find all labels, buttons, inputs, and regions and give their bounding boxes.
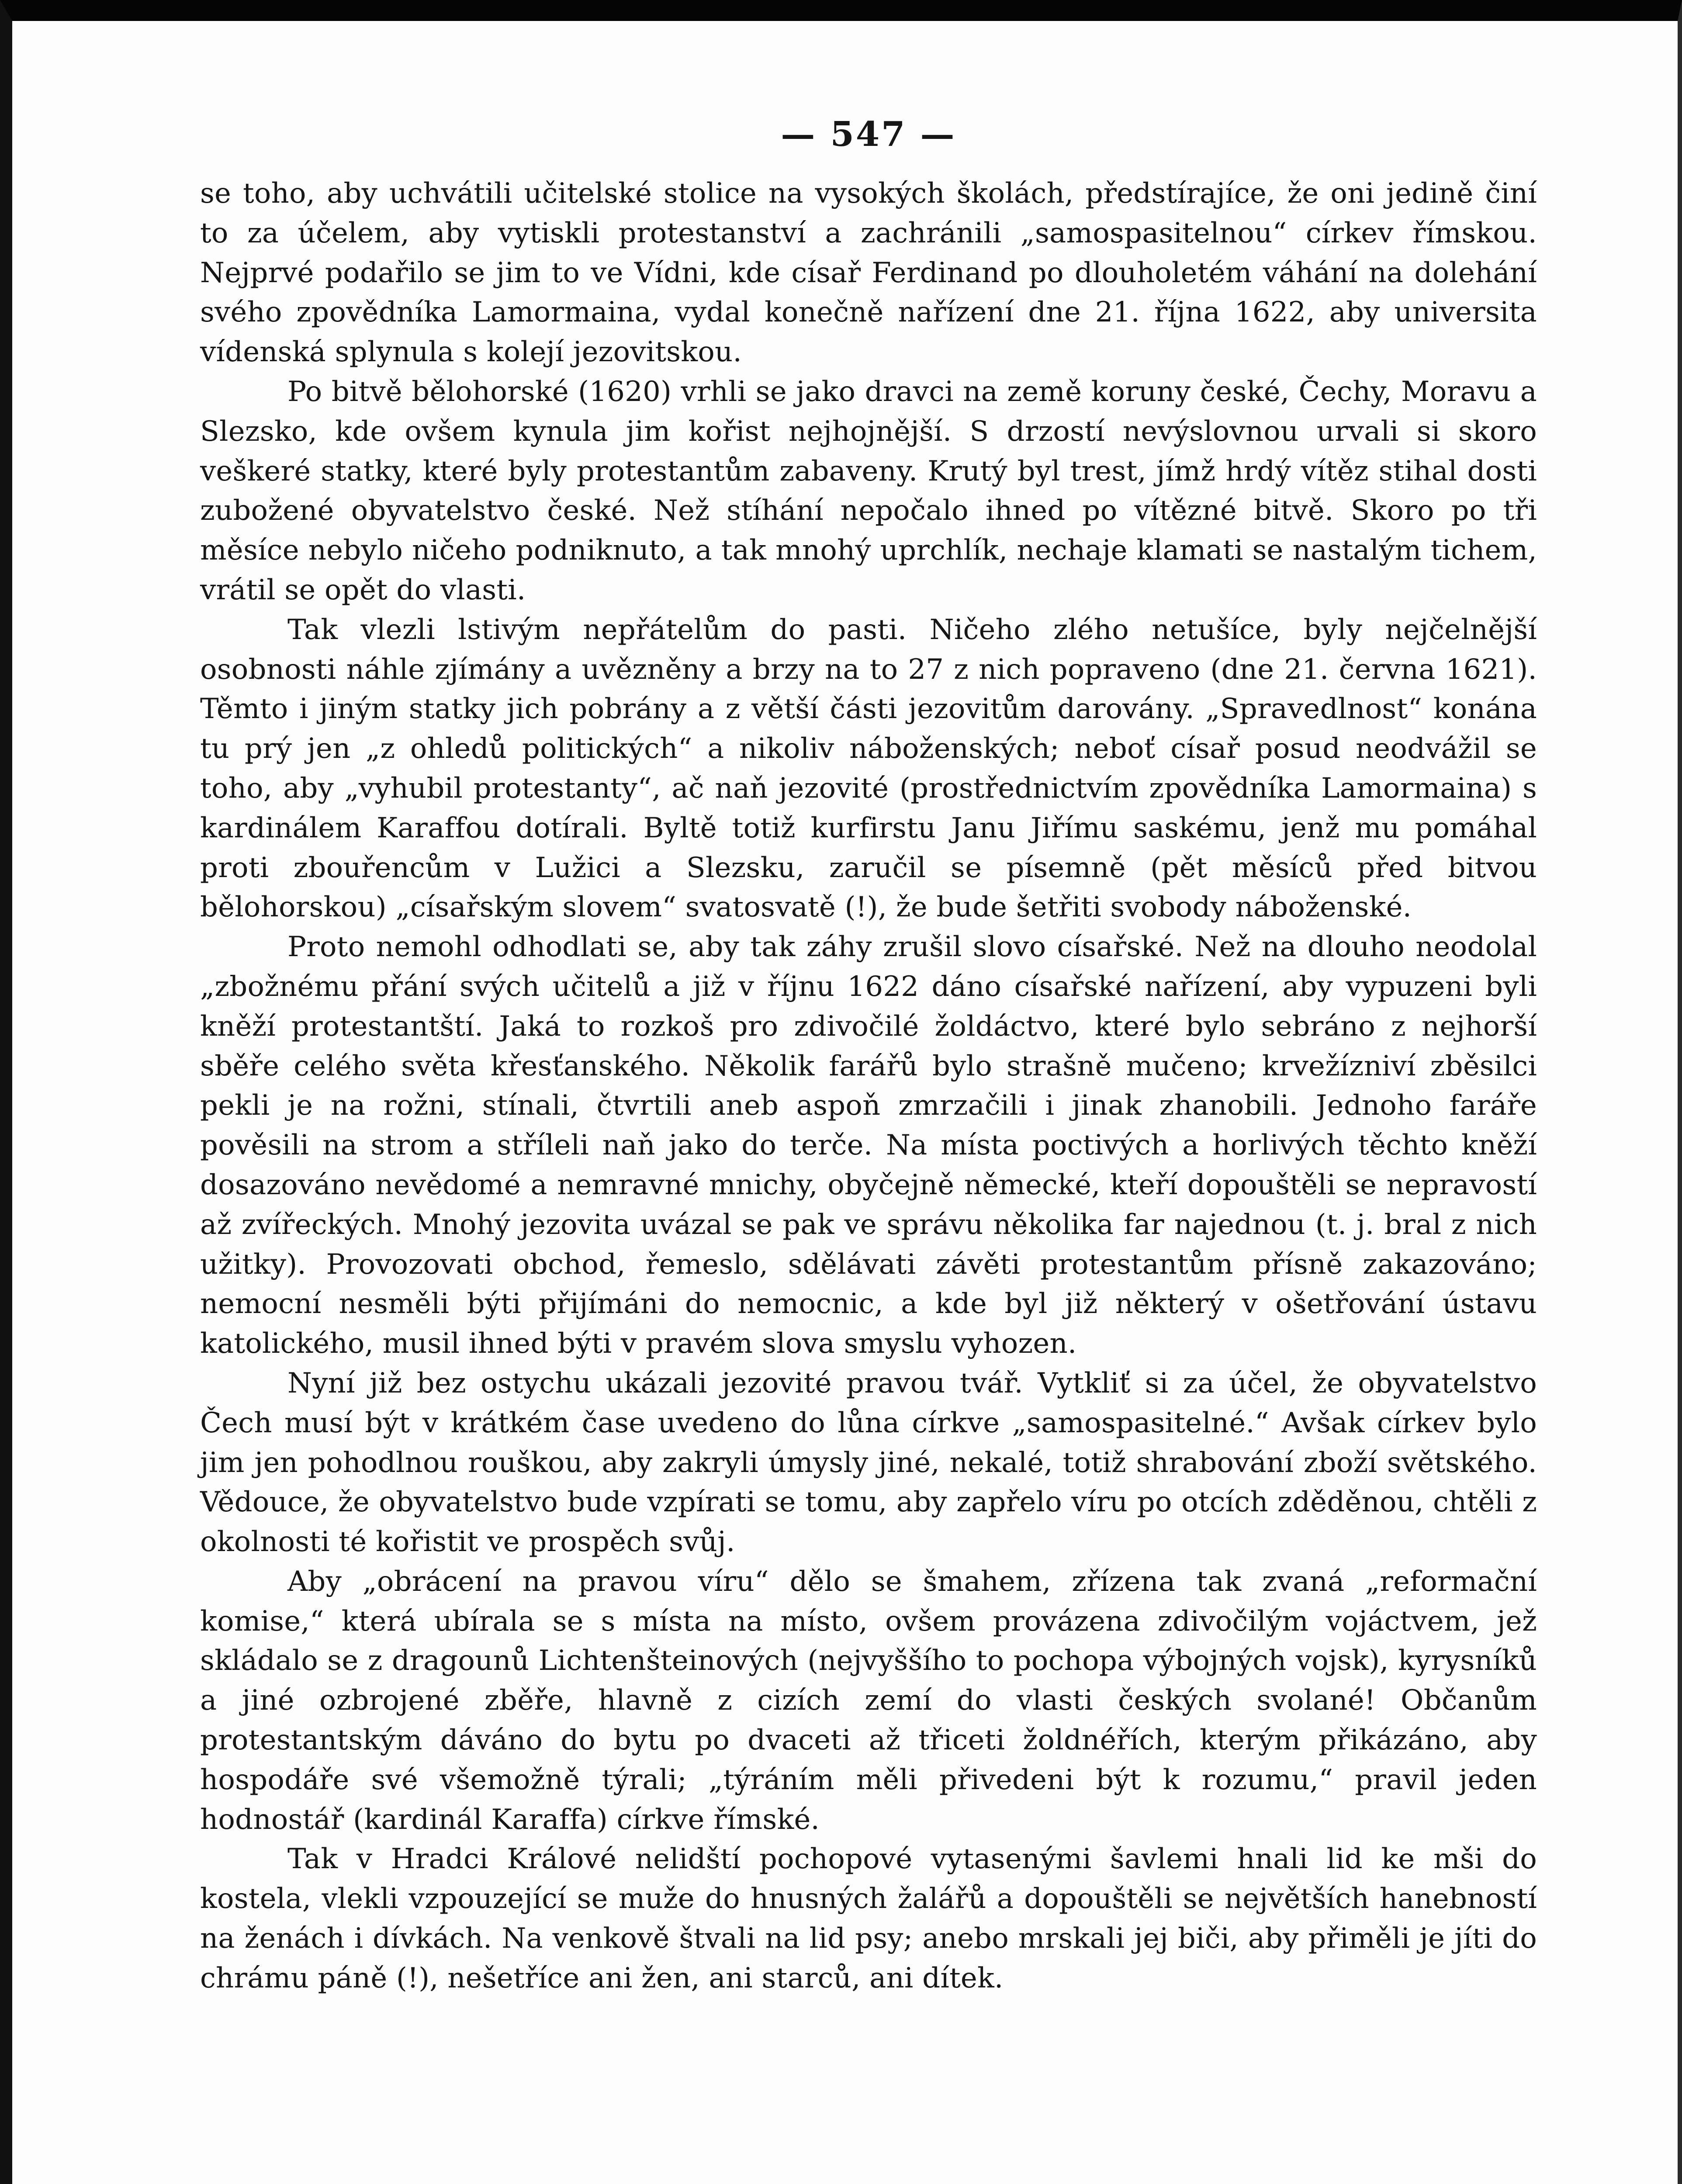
paragraph: Po bitvě bělohorské (1620) vrhli se jako dravci na země koruny české, Čechy, Moravu a Slezsko, kde ovšem kynula jim kořist nejhojnější. S drzostí nevýslovnou urvali si skoro veškeré statky, které byly protestantům zabaveny. Krutý byl trest, jímž hrdý vítěz stihal dosti zubožené obyvatelstvo české. Než stíhání nepočalo ihned po vítězné bitvě. Skoro po tři měsíce nebylo ničeho podniknuto, a tak mnohý uprchlík, nechaje klamati se nastalým tichem, vrátil se opět do vlasti. [200, 375, 1537, 606]
page-number: — 547 — [781, 114, 956, 154]
document-page [200, 108, 1537, 2184]
paragraph: Tak vlezli lstivým nepřátelům do pasti. Ničeho zlého netušíce, byly nejčelnější osobnosti náhle zjímány a uvězněny a brzy na to 27 z nich popraveno (dne 21. června 1621). Těmto i jiným statky jich pobrány a z větší části jezovitům darovány. „Spravedlnost“ konána tu prý jen „z ohledů politických“ a nikoliv náboženských; neboť císař posud neodvážil se toho, aby „vyhubil protestanty“, ač naň jezovité (prostřednictvím zpovědníka Lamormaina) s kardinálem Karaffou dotírali. Byltě totiž kurfirstu Janu Jiřímu saskému, jenž mu pomáhal proti zbouřencům v Lužici a Slezsku, zaručil se písemně (pět měsíců před bitvou bělohorskou) „císařským slovem“ svatosvatě (!), že bude šetřiti svobody náboženské. [200, 613, 1537, 924]
paragraph: se toho, aby uchvátili učitelské stolice na vysokých školách, předstírajíce, že oni jedině činí to za účelem, aby vytiskli protestanství a zachránili „samospasitelnou“ církev římskou. Nejprvé podařilo se jim to ve Vídni, kde císař Ferdinand po dlouholetém váhání na dolehání svého zpovědníka Lamormaina, vydal konečně nařízení dne 21. října 1622, aby universita vídenská splynula s kolejí jezovitskou. [200, 177, 1537, 369]
body-text [200, 174, 1537, 1998]
paragraph: Aby „obrácení na pravou víru“ dělo se šmahem, zřízena tak zvaná „reformační komise,“ která ubírala se s místa na místo, ovšem provázena zdivočilým vojáctvem, jež skládalo se z dragounů Lichtenšteinových (nejvyššího to pochopa výbojných vojsk), kyrysníků a jiné ozbrojené zběře, hlavně z cizích zemí do vlasti českých svolané! Občanům protestantským dáváno do bytu po dvaceti až třiceti žoldnéřích, kterým přikázáno, aby hospodáře své všemožně týrali; „týráním měli přivedeni být k rozumu,“ pravil jeden hodnostář (kardinál Karaffa) církve římské. [200, 1565, 1537, 1836]
paragraph: Proto nemohl odhodlati se, aby tak záhy zrušil slovo císařské. Než na dlouho neodolal „zbožnému přání svých učitelů a již v říjnu 1622 dáno císařské nařízení, aby vypuzeni byli kněží protestantští. Jaká to rozkoš pro zdivočilé žoldáctvo, které bylo sebráno z nejhorší sběře celého světa křesťanského. Několik farářů bylo strašně mučeno; krvežízniví zběsilci pekli je na rožni, stínali, čtvrtili aneb aspoň zmrzačili i jinak zhanobili. Jednoho faráře pověsili na strom a stříleli naň jako do terče. Na místa poctivých a horlivých těchto kněží dosazováno nevědomé a nemravné mnichy, obyčejně německé, kteří dopouštěli se nepravostí až zvířeckých. Mnohý jezovita uvázal se pak ve správu několika far najednou (t. j. bral z nich užitky). Provozovati obchod, řemeslo, sdělávati závěti protestantům přísně zakazováno; nemocní nesměli býti přijímáni do nemocnic, a kde byl již některý v ošetřování ústavu katolického, musil ihned býti v pravém slova smyslu vyhozen. [200, 931, 1537, 1360]
paragraph: Tak v Hradci Králové nelidští pochopové vytasenými šavlemi hnali lid ke mši do kostela, vlekli vzpouzející se muže do hnusných žalářů a dopouštěli se největších hanebností na ženách i dívkách. Na venkově štvali na lid psy; anebo mrskali jej biči, aby přiměli je jíti do chrámu páně (!), nešetříce ani žen, ani starců, ani dítek. [200, 1843, 1537, 1994]
paragraph: Nyní již bez ostychu ukázali jezovité pravou tvář. Vytkliť si za účel, že obyvatelstvo Čech musí být v krátkém čase uvedeno do lůna církve „samospasitelné.“ Avšak církev bylo jim jen pohodlnou rouškou, aby zakryli úmysly jiné, nekalé, totiž shrabování zboží světského. Vědouce, že obyvatelstvo bude vzpírati se tomu, aby zapřelo víru po otcích zděděnou, chtěli z okolnosti té kořistit ve prospěch svůj. [200, 1367, 1537, 1559]
